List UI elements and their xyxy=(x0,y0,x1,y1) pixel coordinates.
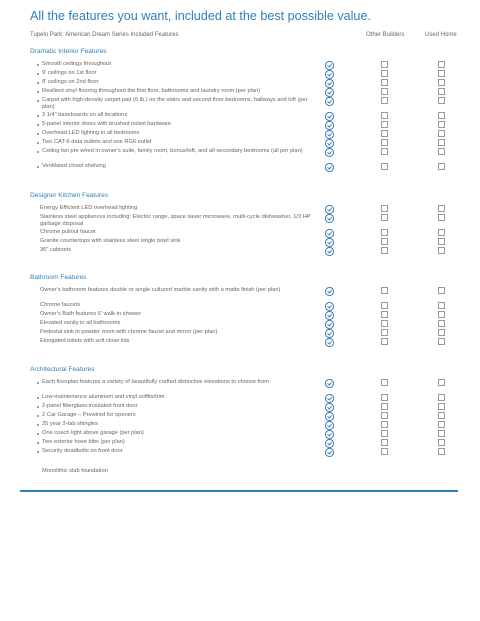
check-circle-icon xyxy=(325,379,334,388)
feature-label: Chrome faucets xyxy=(40,302,81,308)
feature-label: Carpet with high-density carpet pad (6 lb.) on the stairs and second floor bedrooms, hallways and loft (per plan) xyxy=(42,97,308,110)
feature-row xyxy=(30,302,460,311)
check-circle-icon xyxy=(325,70,334,79)
used-home-checkbox[interactable] xyxy=(438,70,445,77)
check-circle-icon xyxy=(325,311,334,320)
other-builders-checkbox[interactable] xyxy=(381,97,388,104)
used-home-checkbox[interactable] xyxy=(438,287,445,294)
page-title: All the features you want, included at the best possible value. xyxy=(30,9,371,23)
other-builders-checkbox[interactable] xyxy=(381,88,388,95)
feature-label: Granite countertops with stainless steel single bowl sink xyxy=(40,238,181,244)
bullet-icon xyxy=(37,124,39,126)
feature-row xyxy=(30,61,460,70)
feature-label: Smooth ceilings throughout xyxy=(42,61,111,67)
used-home-checkbox[interactable] xyxy=(438,214,445,221)
feature-row xyxy=(30,430,460,439)
other-builders-checkbox[interactable] xyxy=(381,302,388,309)
bullet-icon xyxy=(37,442,39,444)
section-title: Dramatic Interior Features xyxy=(30,48,107,55)
feature-row xyxy=(30,88,460,97)
feature-label: Low-maintenance aluminum and vinyl soffits/trim xyxy=(42,394,165,400)
bullet-icon xyxy=(37,406,39,408)
used-home-checkbox[interactable] xyxy=(438,421,445,428)
feature-row xyxy=(30,412,460,421)
used-home-checkbox[interactable] xyxy=(438,79,445,86)
other-builders-checkbox[interactable] xyxy=(381,214,388,221)
feature-row xyxy=(30,214,460,229)
check-circle-icon xyxy=(325,163,334,172)
feature-label: 5-panel interior doors with brushed nickel hardware xyxy=(42,121,171,127)
feature-label: Chrome pullout faucet xyxy=(40,229,96,235)
feature-row xyxy=(30,205,460,214)
other-builders-checkbox[interactable] xyxy=(381,163,388,170)
other-builders-checkbox[interactable] xyxy=(381,379,388,386)
check-circle-icon xyxy=(325,338,334,347)
other-builders-checkbox[interactable] xyxy=(381,287,388,294)
check-circle-icon xyxy=(325,421,334,430)
used-home-checkbox[interactable] xyxy=(438,88,445,95)
other-builders-checkbox[interactable] xyxy=(381,121,388,128)
other-builders-checkbox[interactable] xyxy=(381,394,388,401)
used-home-checkbox[interactable] xyxy=(438,97,445,104)
used-home-checkbox[interactable] xyxy=(438,379,445,386)
check-circle-icon xyxy=(325,148,334,157)
used-home-checkbox[interactable] xyxy=(438,430,445,437)
bullet-icon xyxy=(37,133,39,135)
check-circle-icon xyxy=(325,412,334,421)
used-home-checkbox[interactable] xyxy=(438,130,445,137)
check-circle-icon xyxy=(325,238,334,247)
feature-label: Security deadbolts on front door xyxy=(42,448,123,454)
used-home-checkbox[interactable] xyxy=(438,403,445,410)
used-home-checkbox[interactable] xyxy=(438,121,445,128)
feature-row xyxy=(30,163,460,172)
feature-row xyxy=(30,287,460,302)
other-builders-checkbox[interactable] xyxy=(381,403,388,410)
feature-label: 8' ceilings on 2nd floor xyxy=(42,79,99,85)
feature-row xyxy=(30,148,460,163)
check-circle-icon xyxy=(325,121,334,130)
feature-row xyxy=(30,421,460,430)
footnote: Monolithic slab foundation xyxy=(42,468,108,474)
bullet-icon xyxy=(37,64,39,66)
feature-label: Each floorplan features a variety of beautifully crafted distinctive elevations to choose from xyxy=(42,379,269,385)
used-home-checkbox[interactable] xyxy=(438,320,445,327)
used-home-checkbox[interactable] xyxy=(438,439,445,446)
feature-label: Owner's Bath features 5' walk-in shower xyxy=(40,311,142,317)
used-home-checkbox[interactable] xyxy=(438,412,445,419)
feature-row xyxy=(30,329,460,338)
feature-label: Resilient vinyl flooring throughout the first floor, bathrooms and laundry room (per plan) xyxy=(42,88,261,94)
other-builders-checkbox[interactable] xyxy=(381,320,388,327)
feature-label: Stainless steel appliances including: Electric range, space saver microwave, multi-cycle dishwasher, 1/3 HP garbage disposal xyxy=(40,214,311,227)
bullet-icon xyxy=(37,166,39,168)
used-home-checkbox[interactable] xyxy=(438,163,445,170)
feature-row xyxy=(30,238,460,247)
feature-row xyxy=(30,79,460,88)
bullet-icon xyxy=(37,142,39,144)
used-home-checkbox[interactable] xyxy=(438,311,445,318)
check-circle-icon xyxy=(325,79,334,88)
check-circle-icon xyxy=(325,439,334,448)
feature-row xyxy=(30,403,460,412)
other-builders-checkbox[interactable] xyxy=(381,421,388,428)
used-home-checkbox[interactable] xyxy=(438,238,445,245)
feature-row xyxy=(30,121,460,130)
bullet-icon xyxy=(37,433,39,435)
section-architectural-features xyxy=(30,366,460,457)
check-circle-icon xyxy=(325,130,334,139)
check-circle-icon xyxy=(325,88,334,97)
other-builders-checkbox[interactable] xyxy=(381,448,388,455)
other-builders-checkbox[interactable] xyxy=(381,70,388,77)
feature-label: Ceiling fan pre wired in owner's suite, family room, bonus/loft, and all secondary bedrooms (all per plan) xyxy=(42,148,303,154)
bullet-icon xyxy=(37,115,39,117)
other-builders-checkbox[interactable] xyxy=(381,130,388,137)
check-circle-icon xyxy=(325,97,334,106)
column-header-other-builders: Other Builders xyxy=(366,32,405,38)
feature-label: 3 1/4" baseboards on all locations xyxy=(42,112,128,118)
feature-label: One coach light above garage (per plan) xyxy=(42,430,144,436)
section-title: Architectural Features xyxy=(30,366,95,373)
feature-label: Energy Efficient LED overhead lighting xyxy=(40,205,138,211)
used-home-checkbox[interactable] xyxy=(438,302,445,309)
used-home-checkbox[interactable] xyxy=(438,205,445,212)
document-subtitle: Tupelo Park: American Dream Series Included Features xyxy=(30,32,179,38)
bottom-divider xyxy=(20,490,458,492)
feature-row xyxy=(30,229,460,238)
feature-row xyxy=(30,311,460,320)
bullet-icon xyxy=(37,100,39,102)
feature-label: Two exterior hose bibs (per plan) xyxy=(42,439,125,445)
feature-label: Overhead LED lighting in all bedrooms xyxy=(42,130,140,136)
check-circle-icon xyxy=(325,112,334,121)
check-circle-icon xyxy=(325,139,334,148)
other-builders-checkbox[interactable] xyxy=(381,412,388,419)
feature-row xyxy=(30,130,460,139)
bullet-icon xyxy=(37,91,39,93)
check-circle-icon xyxy=(325,320,334,329)
check-circle-icon xyxy=(325,247,334,256)
feature-row xyxy=(30,394,460,403)
section-dramatic-interior-features xyxy=(30,48,460,172)
check-circle-icon xyxy=(325,287,334,296)
check-circle-icon xyxy=(325,302,334,311)
other-builders-checkbox[interactable] xyxy=(381,439,388,446)
section-title: Bathroom Features xyxy=(30,274,87,281)
bullet-icon xyxy=(37,415,39,417)
other-builders-checkbox[interactable] xyxy=(381,229,388,236)
check-circle-icon xyxy=(325,394,334,403)
other-builders-checkbox[interactable] xyxy=(381,311,388,318)
feature-row xyxy=(30,112,460,121)
feature-row xyxy=(30,139,460,148)
used-home-checkbox[interactable] xyxy=(438,329,445,336)
section-designer-kitchen-features xyxy=(30,192,460,256)
check-circle-icon xyxy=(325,205,334,214)
used-home-checkbox[interactable] xyxy=(438,139,445,146)
feature-row xyxy=(30,379,460,394)
feature-row xyxy=(30,338,460,347)
bullet-icon xyxy=(37,82,39,84)
other-builders-checkbox[interactable] xyxy=(381,247,388,254)
bullet-icon xyxy=(37,424,39,426)
check-circle-icon xyxy=(325,61,334,70)
used-home-checkbox[interactable] xyxy=(438,448,445,455)
bullet-icon xyxy=(37,397,39,399)
check-circle-icon xyxy=(325,329,334,338)
other-builders-checkbox[interactable] xyxy=(381,205,388,212)
used-home-checkbox[interactable] xyxy=(438,394,445,401)
other-builders-checkbox[interactable] xyxy=(381,430,388,437)
feature-label: Ventilated closet shelving xyxy=(42,163,106,169)
used-home-checkbox[interactable] xyxy=(438,112,445,119)
feature-row xyxy=(30,320,460,329)
feature-label: Elongated toilets with soft close lids xyxy=(40,338,130,344)
other-builders-checkbox[interactable] xyxy=(381,148,388,155)
used-home-checkbox[interactable] xyxy=(438,148,445,155)
section-title: Designer Kitchen Features xyxy=(30,192,109,199)
other-builders-checkbox[interactable] xyxy=(381,329,388,336)
check-circle-icon xyxy=(325,214,334,223)
bullet-icon xyxy=(37,451,39,453)
used-home-checkbox[interactable] xyxy=(438,229,445,236)
feature-label: Owner's bathroom features double or single cultured marble vanity with a matte finish (per plan) xyxy=(40,287,281,293)
bullet-icon xyxy=(37,151,39,153)
feature-label: 9' ceilings on 1st floor xyxy=(42,70,97,76)
feature-row xyxy=(30,70,460,79)
feature-label: 25 year 3-tab shingles xyxy=(42,421,98,427)
feature-row xyxy=(30,439,460,448)
check-circle-icon xyxy=(325,448,334,457)
section-bathroom-features xyxy=(30,274,460,347)
feature-label: Elevated vanity in all bathrooms xyxy=(40,320,121,326)
feature-label: Two CAT-6 data outlets and one RG6 outlet xyxy=(42,139,152,145)
feature-row xyxy=(30,247,460,256)
other-builders-checkbox[interactable] xyxy=(381,139,388,146)
other-builders-checkbox[interactable] xyxy=(381,79,388,86)
used-home-checkbox[interactable] xyxy=(438,338,445,345)
feature-label: 36" cabinets xyxy=(40,247,72,253)
feature-label: 2 Car Garage – Prewired for openers xyxy=(42,412,136,418)
other-builders-checkbox[interactable] xyxy=(381,238,388,245)
check-circle-icon xyxy=(325,229,334,238)
bullet-icon xyxy=(37,382,39,384)
column-header-used-home: Used Home xyxy=(425,32,457,38)
other-builders-checkbox[interactable] xyxy=(381,112,388,119)
check-circle-icon xyxy=(325,430,334,439)
used-home-checkbox[interactable] xyxy=(438,61,445,68)
feature-label: Pedestal sink in powder room with chrome faucet and mirror (per plan) xyxy=(40,329,218,335)
feature-row xyxy=(30,448,460,457)
other-builders-checkbox[interactable] xyxy=(381,338,388,345)
table-header xyxy=(30,32,460,42)
used-home-checkbox[interactable] xyxy=(438,247,445,254)
bullet-icon xyxy=(37,73,39,75)
feature-label: 2-panel fiberglass-insulated front door xyxy=(42,403,138,409)
check-circle-icon xyxy=(325,403,334,412)
other-builders-checkbox[interactable] xyxy=(381,61,388,68)
feature-row xyxy=(30,97,460,112)
